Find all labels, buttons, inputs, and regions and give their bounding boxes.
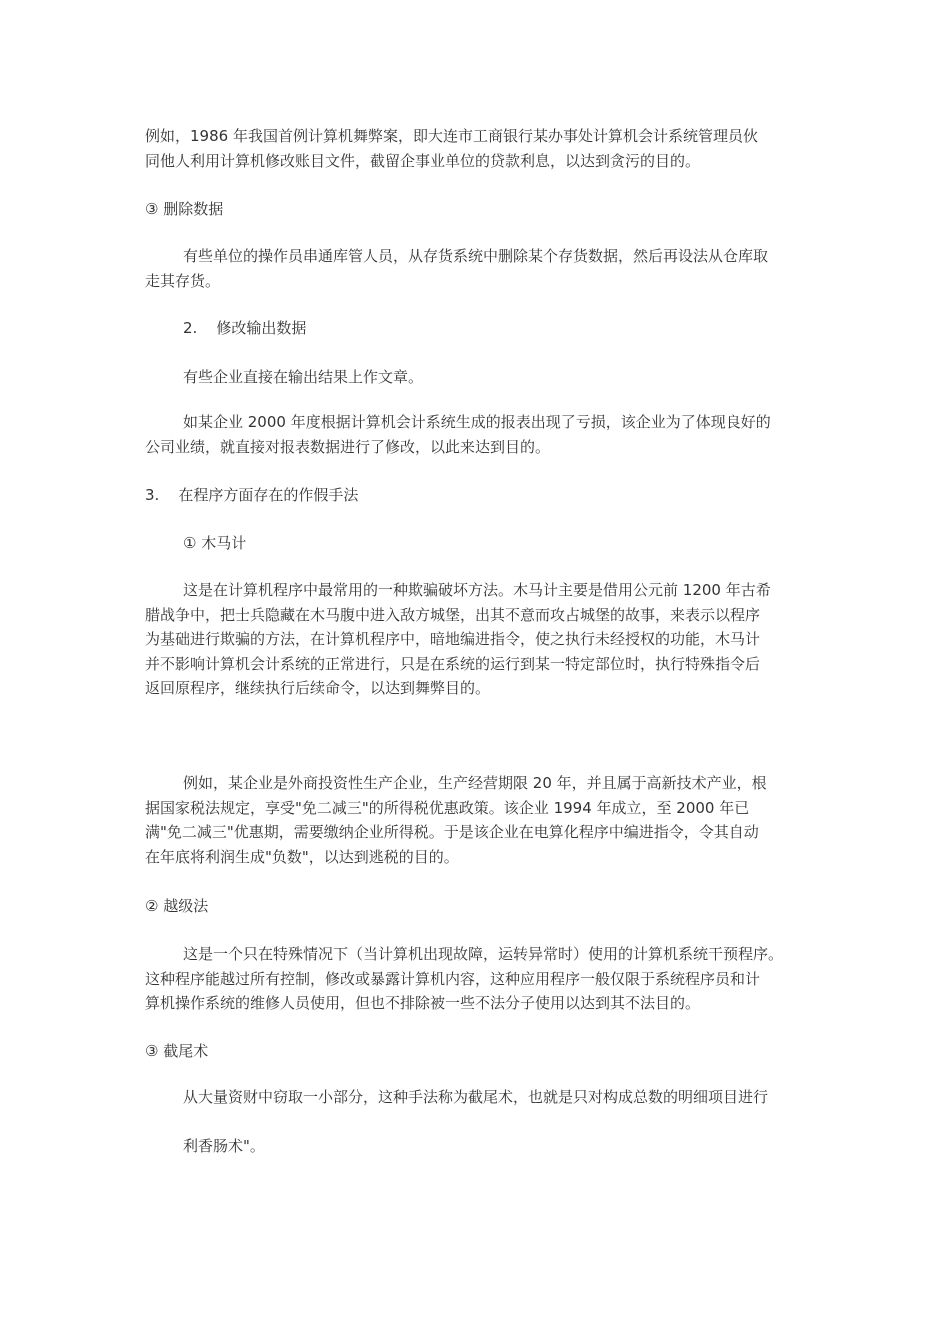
- paragraph-report-loss: [145, 410, 813, 459]
- text-line: 走其存货。: [145, 271, 221, 290]
- text-line: ③ 删除数据: [145, 200, 224, 218]
- paragraph-salami-technique: [183, 1085, 851, 1110]
- paragraph-trojan-horse: [145, 578, 813, 701]
- text-line: 有些企业直接在输出结果上作文章。: [183, 368, 424, 386]
- text-line: 有些单位的操作员串通库管人员，从存货系统中删除某个存货数据，然后再设法从仓库取: [183, 247, 769, 265]
- text-line: 例如，某企业是外商投资性生产企业，生产经营期限 20 年，并且属于高新技术产业，根: [183, 774, 767, 792]
- text-line: 这种程序能越过所有控制，修改或暴露计算机内容，这种应用程序一般仅限于系统程序员和计: [145, 969, 761, 988]
- heading-bypass-method: [145, 894, 813, 919]
- paragraph-tax-example: [145, 771, 813, 869]
- heading-trojan-horse: [183, 531, 851, 556]
- text-line: 3. 在程序方面存在的作假手法: [145, 486, 359, 504]
- text-line: 从大量资财中窃取一小部分，这种手法称为截尾术，也就是只对构成总数的明细项目进行: [183, 1088, 769, 1106]
- paragraph-salami-fragment: [183, 1134, 851, 1159]
- heading-salami-technique: [145, 1039, 813, 1064]
- text-line: 满"免二减三"优惠期，需要缴纳企业所得税。于是该企业在电算化程序中编进指令，令其自动: [145, 823, 759, 841]
- text-line: 2. 修改输出数据: [183, 319, 307, 337]
- text-line: 这是在计算机程序中最常用的一种欺骗破坏方法。木马计主要是借用公元前 1200 年古希: [183, 581, 771, 599]
- text-line: 这是一个只在特殊情况下（当计算机出现故障，运转异常时）使用的计算机系统干预程序。: [183, 945, 784, 963]
- text-line: 并不影响计算机会计系统的正常进行，只是在系统的运行到某一特定部位时，执行特殊指令后: [145, 654, 761, 673]
- heading-delete-data: [145, 197, 813, 222]
- paragraph-bypass-method: [145, 942, 835, 1016]
- heading-modify-output: [183, 316, 851, 341]
- text-line: 利香肠术"。: [183, 1137, 265, 1155]
- paragraph-embezzlement-case: [145, 124, 813, 173]
- heading-program-fraud: [145, 483, 813, 508]
- text-line: 为基础进行欺骗的方法，在计算机程序中，暗地编进指令，使之执行未经授权的功能，木马计: [145, 630, 761, 648]
- text-line: 例如，1986 年我国首例计算机舞弊案，即大连市工商银行某办事处计算机会计系统管理员伙: [145, 127, 758, 145]
- text-line: ③ 截尾术: [145, 1042, 209, 1060]
- text-line: 在年底将利润生成"负数"，以达到逃税的目的。: [145, 847, 459, 866]
- text-line: ② 越级法: [145, 897, 209, 915]
- text-line: 公司业绩，就直接对报表数据进行了修改，以此来达到目的。: [145, 437, 551, 456]
- text-line: 据国家税法规定，享受"免二减三"的所得税优惠政策。该企业 1994 年成立，至 2000 年已: [145, 798, 750, 817]
- text-line: 如某企业 2000 年度根据计算机会计系统生成的报表出现了亏损，该企业为了体现良好的: [183, 413, 771, 431]
- paragraph-output-results: [183, 365, 851, 390]
- text-line: 腊战争中，把士兵隐藏在木马腹中进入敌方城堡，出其不意而攻占城堡的故事，来表示以程序: [145, 605, 761, 624]
- text-line: 返回原程序，继续执行后续命令，以达到舞弊目的。: [145, 679, 491, 697]
- paragraph-delete-data: [145, 244, 813, 293]
- text-line: ① 木马计: [183, 534, 247, 552]
- text-line: 同他人利用计算机修改账目文件，截留企事业单位的贷款利息，以达到贪污的目的。: [145, 151, 701, 170]
- text-line: 算机操作系统的维修人员使用，但也不排除被一些不法分子使用以达到其不法目的。: [145, 994, 701, 1012]
